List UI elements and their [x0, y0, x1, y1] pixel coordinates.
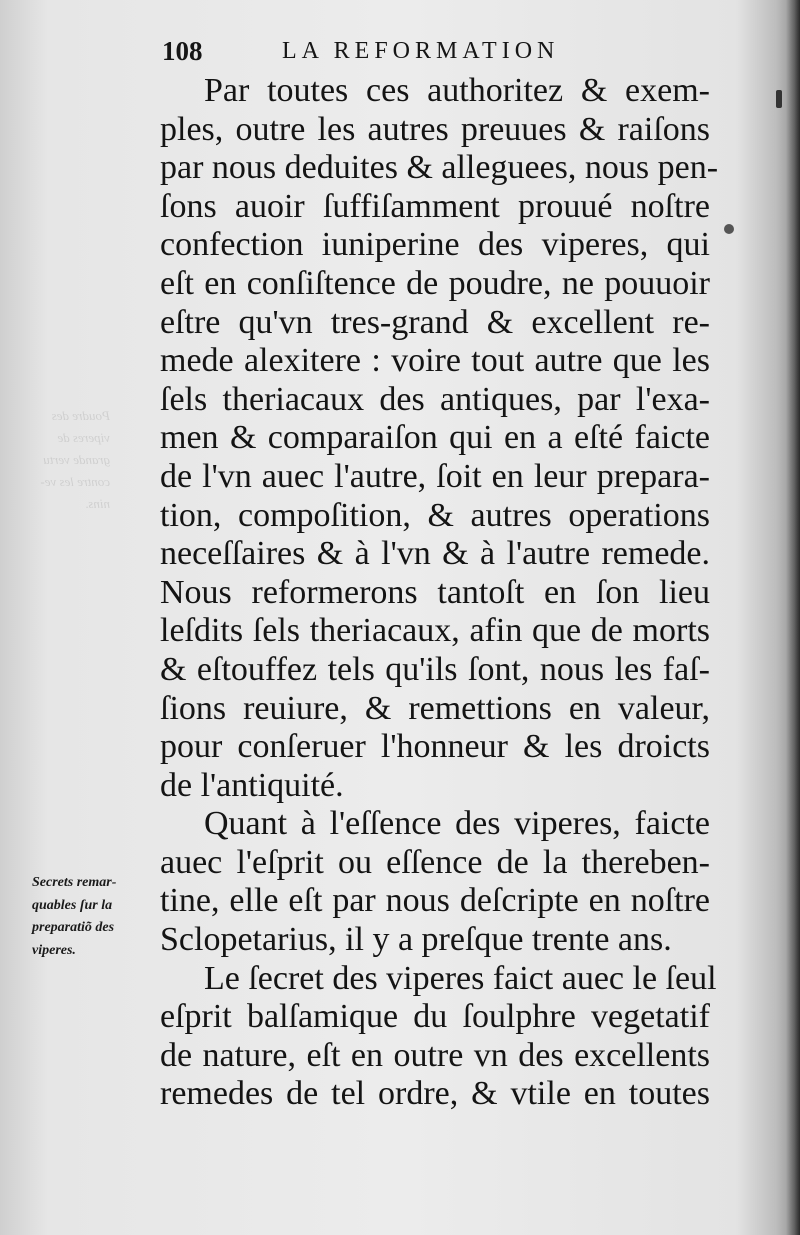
text-line: auec l'eſprit ou eſſence de la thereben-: [160, 843, 710, 881]
running-head: [162, 34, 632, 70]
text-line: ples, outre les autres preuues & raiſons: [160, 110, 710, 148]
text-line: tine, elle eſt par nous deſcripte en noſtre: [160, 882, 710, 920]
page-number: 108: [162, 36, 203, 66]
body-text: [160, 72, 719, 1114]
text-line: mede alexitere : voire tout autre que les: [160, 342, 710, 380]
text-line: Sclopetarius, il y a preſque trente ans.: [160, 921, 672, 959]
running-title: LA REFORMATION: [282, 38, 560, 64]
text-line: de nature, eſt en outre vn des excellents: [160, 1036, 710, 1074]
edge-mark: [776, 90, 782, 108]
text-line: tion, compoſition, & autres operations: [160, 496, 710, 534]
text-line: eſt en conſiſtence de poudre, ne pouuoir: [160, 264, 710, 302]
page-gutter-shadow: [786, 0, 800, 1235]
text-line: eſprit balſamique du ſoulphre vegetatif: [160, 998, 710, 1036]
margin-note: [32, 872, 167, 962]
ink-spot: [724, 224, 734, 234]
margin-note-line: preparatiõ des: [32, 920, 115, 935]
text-line: eſtre qu'vn tres-grand & excellent re-: [160, 303, 710, 341]
text-line: men & comparaiſon qui en a eſté faicte: [160, 419, 710, 457]
text-line: & eſtouffez tels qu'ils ſont, nous les faſ-: [160, 650, 710, 688]
text-line: pour conſeruer l'honneur & les droicts: [160, 728, 710, 766]
margin-note-line: quables ſur la: [32, 897, 113, 913]
text-line: Le ſecret des viperes faict auec le ſeul: [204, 959, 717, 997]
text-line: de l'antiquité.: [160, 766, 344, 804]
text-line: par nous deduites & alleguees, nous pen-: [160, 149, 719, 187]
text-line: confection iuniperine des viperes, qui: [160, 226, 710, 264]
show-through-text: Poudre des viperes de grande vertu contre les ve- nins.: [40, 408, 110, 511]
text-line: neceſſaires & à l'vn & à l'autre remede.: [160, 535, 710, 573]
text-line: Par toutes ces authoritez & exem-: [204, 72, 710, 109]
text-line: Quant à l'eſſence des viperes, faicte: [204, 805, 710, 843]
text-line: de l'vn auec l'autre, ſoit en leur prepara-: [160, 457, 710, 495]
margin-note-line: viperes.: [32, 942, 76, 958]
text-line: ſels theriacaux des antiques, par l'exa-: [160, 380, 710, 418]
text-line: remedes de tel ordre, & vtile en toutes: [160, 1075, 710, 1113]
margin-note-line: Secrets remar-: [32, 875, 117, 890]
text-line: ſons auoir ſuffiſamment prouué noſtre: [160, 187, 710, 225]
text-line: leſdits ſels theriacaux, afin que de morts: [160, 612, 710, 650]
text-line: ſions reuiure, & remettions en valeur,: [160, 689, 710, 727]
text-line: Nous reformerons tantoſt en ſon lieu: [160, 573, 710, 611]
